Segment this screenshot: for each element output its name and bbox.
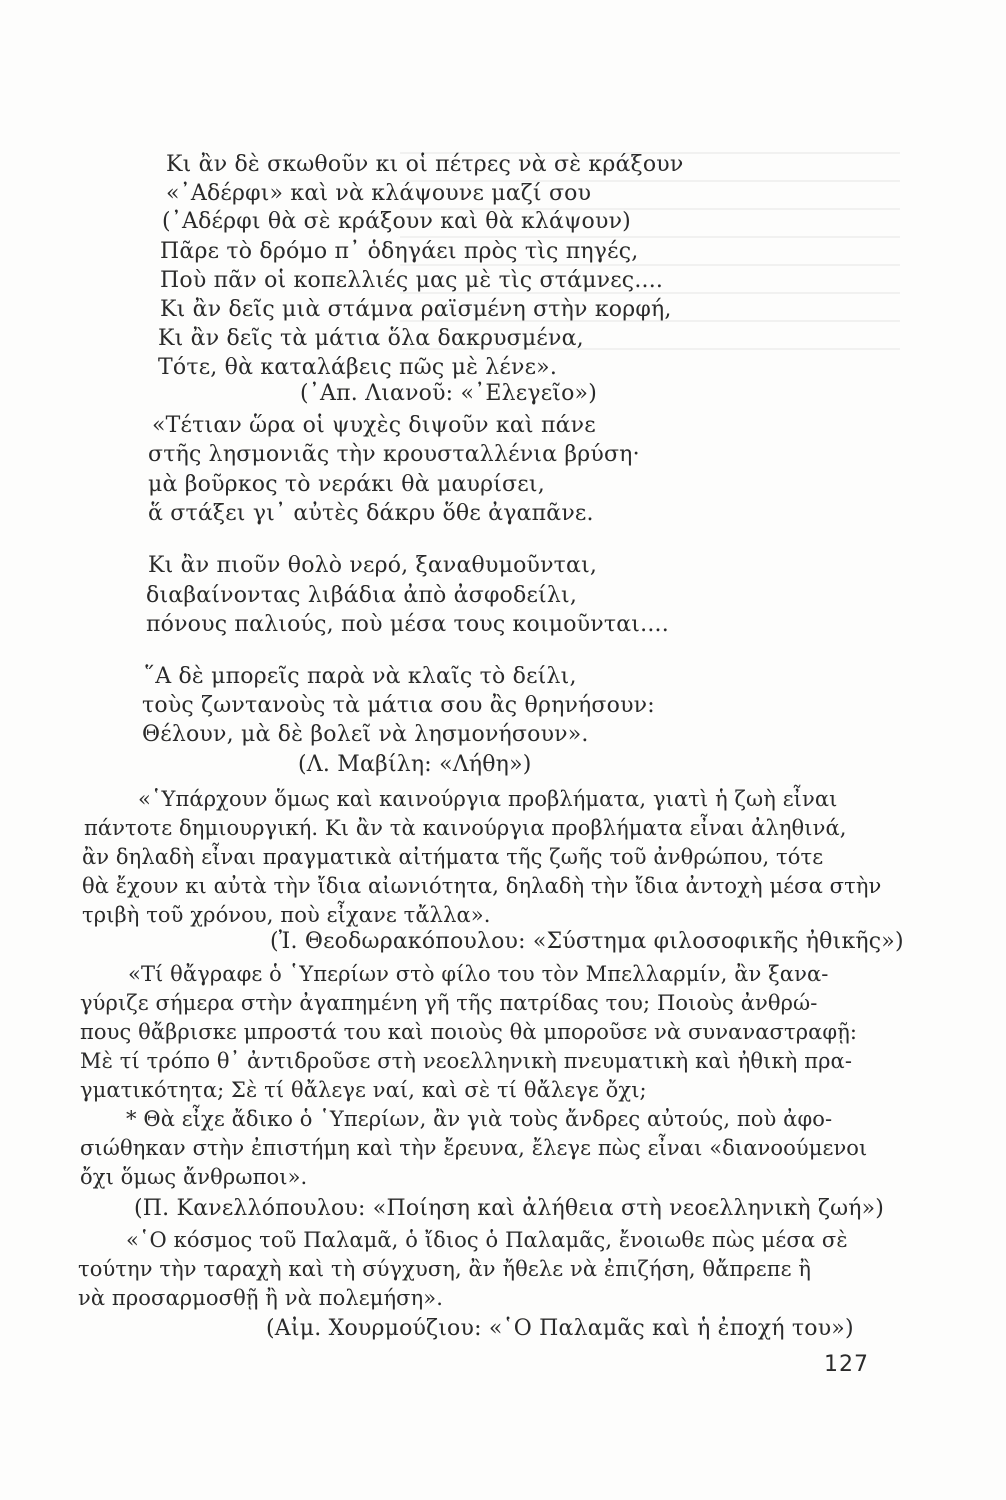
poem-line: στῆς λησμονιᾶς τὴν κρουσταλλένια βρύση· (148, 442, 640, 467)
prose-line: τούτην τὴν ταραχὴ καὶ τὴ σύγχυση, ἂν ἤθελε νὰ ἐπιζήση, θἄπρεπε ἢ (78, 1257, 812, 1281)
poem-line: Κι ἂν δὲ σκωθοῦν κι οἱ πέτρες νὰ σὲ κράξουν (166, 152, 684, 177)
prose-line: «Τί θἄγραφε ὁ ῾Υπερίων στὸ φίλο του τὸν Μπελλαρμίν, ἂν ξανα- (128, 962, 829, 986)
citation: (Π. Κανελλόπουλου: «Ποίηση καὶ ἀλήθεια στὴ νεοελληνικὴ ζωή») (134, 1196, 885, 1221)
prose-line: ἂν δηλαδὴ εἶναι πραγματικὰ αἰτήματα τῆς ζωῆς τοῦ ἀνθρώπου, τότε (82, 845, 824, 869)
poem-line: Θέλουν, μὰ δὲ βολεῖ νὰ λησμονήσουν». (142, 722, 589, 747)
citation: (Λ. Μαβίλη: «Λήθη») (298, 752, 532, 777)
prose-line: γματικότητα; Σὲ τί θἄλεγε ναί, καὶ σὲ τί θἄλεγε ὄχι; (80, 1078, 647, 1102)
poem-line: Κι ἂν δεῖς μιὰ στάμνα ραϊσμένη στὴν κορφή, (160, 297, 672, 322)
poem-line: τοὺς ζωντανοὺς τὰ μάτια σου ἂς θρηνήσουν: (142, 693, 655, 718)
poem-line: πόνους παλιούς, ποὺ μέσα τους κοιμοῦνται.... (146, 612, 669, 637)
prose-line: τριβὴ τοῦ χρόνου, ποὺ εἶχανε τἄλλα». (82, 903, 491, 927)
poem-line: μὰ βοῦρκος τὸ νεράκι θὰ μαυρίσει, (148, 472, 545, 497)
poem-line: Κι ἂν πιοῦν θολὸ νερό, ξαναθυμοῦνται, (148, 553, 598, 578)
poem-line: ῞Α δὲ μπορεῖς παρὰ νὰ κλαῖς τὸ δείλι, (144, 664, 577, 689)
prose-line: γύριζε σήμερα στὴν ἀγαπημένη γῆ τῆς πατρίδας του; Ποιοὺς ἀνθρώ- (80, 991, 818, 1015)
poem-line: Πᾶρε τὸ δρόμο π᾿ ὁδηγάει πρὸς τὶς πηγές, (160, 239, 639, 264)
poem-line: «᾿Αδέρφι» καὶ νὰ κλάψουνε μαζί σου (166, 181, 592, 206)
poem-line: Κι ἂν δεῖς τὰ μάτια ὅλα δακρυσμένα, (158, 326, 584, 351)
prose-line: «῾Υπάρχουν ὅμως καὶ καινούργια προβλήματα, γιατὶ ἡ ζωὴ εἶναι (138, 787, 838, 811)
prose-line: νὰ προσαρμοσθῇ ἢ νὰ πολεμήση». (78, 1286, 443, 1310)
prose-line: «῾Ο κόσμος τοῦ Παλαμᾶ, ὁ ἴδιος ὁ Παλαμᾶς, ἔνοιωθε πὼς μέσα σὲ (126, 1228, 848, 1252)
prose-line: πους θἄβρισκε μπροστά του καὶ ποιοὺς θὰ μποροῦσε νὰ συναναστραφῇ: (80, 1020, 858, 1044)
poem-line: διαβαίνοντας λιβάδια ἀπὸ ἀσφοδείλι, (146, 583, 578, 608)
prose-line: Μὲ τί τρόπο θ᾿ ἀντιδροῦσε στὴ νεοελληνικὴ πνευματικὴ καὶ ἠθικὴ πρα- (80, 1049, 853, 1073)
poem-line: Τότε, θὰ καταλάβεις πῶς μὲ λένε». (158, 355, 558, 380)
prose-line: * Θὰ εἶχε ἄδικο ὁ ῾Υπερίων, ἂν γιὰ τοὺς ἄνδρες αὐτούς, ποὺ ἀφο- (126, 1107, 833, 1131)
page-number: 127 (824, 1352, 869, 1377)
citation: (Αἰμ. Χουρμούζιου: «῾Ο Παλαμᾶς καὶ ἡ ἐποχή του») (266, 1316, 854, 1341)
prose-line: πάντοτε δημιουργική. Κι ἂν τὰ καινούργια προβλήματα εἶναι ἀληθινά, (84, 816, 847, 840)
prose-line: σιώθηκαν στὴν ἐπιστήμη καὶ τὴν ἔρευνα, ἔλεγε πὼς εἶναι «διανοούμενοι (80, 1136, 868, 1160)
poem-line: ἅ στάξει γι᾿ αὐτὲς δάκρυ ὅθε ἀγαπᾶνε. (148, 501, 594, 526)
poem-line: «Τέτιαν ὥρα οἱ ψυχὲς διψοῦν καὶ πάνε (152, 413, 596, 438)
poem-line: (᾿Αδέρφι θὰ σὲ κράξουν καὶ θὰ κλάψουν) (162, 209, 631, 234)
poem-line: Ποὺ πᾶν οἱ κοπελλιές μας μὲ τὶς στάμνες.... (160, 268, 664, 293)
citation: (᾿Απ. Λιανοῦ: «᾿Ελεγεῖο») (300, 381, 598, 406)
prose-line: ὄχι ὅμως ἄνθρωποι». (80, 1165, 308, 1189)
citation: (Ἰ. Θεοδωρακόπουλου: «Σύστημα φιλοσοφικῆς ἠθικῆς») (270, 929, 904, 954)
prose-line: θὰ ἔχουν κι αὐτὰ τὴν ἴδια αἰωνιότητα, δηλαδὴ τὴν ἴδια ἀντοχὴ μέσα στὴν (82, 874, 882, 898)
